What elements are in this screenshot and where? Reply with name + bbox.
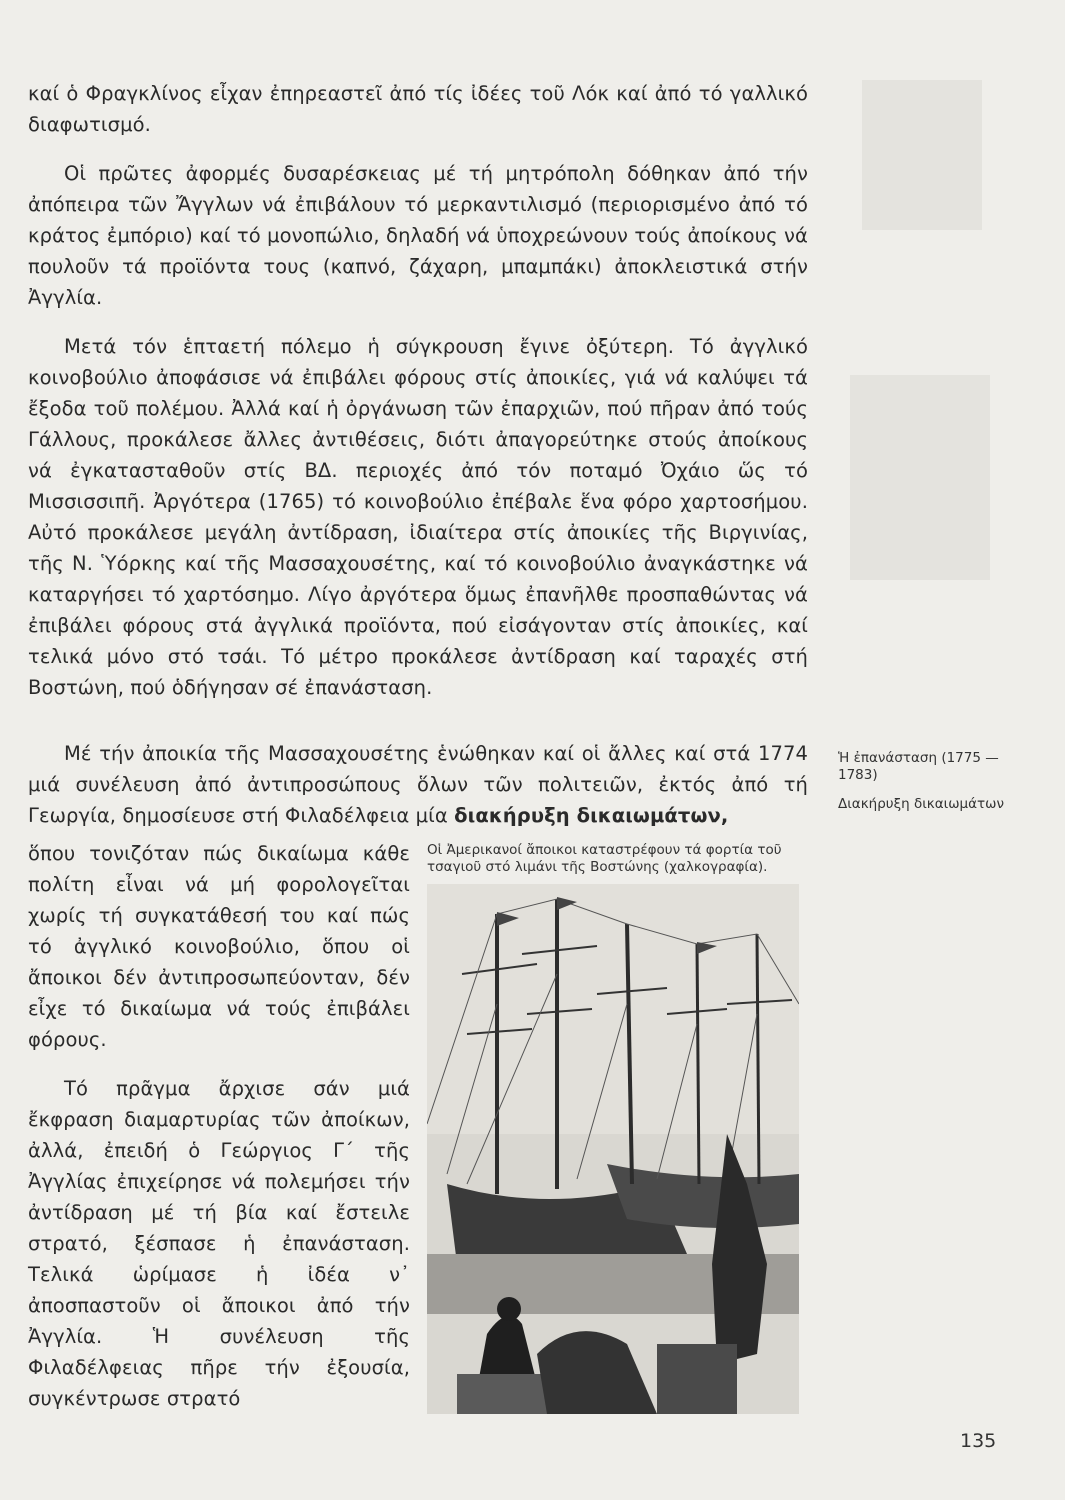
main-text-top [28, 78, 808, 721]
paragraph-2: Οἱ πρῶτες ἀφορμές δυσαρέσκειας μέ τή μητρόπολη δόθηκαν ἀπό τήν ἀπόπειρα τῶν Ἄγγλων νά ἐπιβάλουν τό μερκαντιλισμό (περιορισμένο ἀπό τό κράτος ἐμπόριο) καί τό μονοπώλιο, δηλαδή νά ὑποχρεώνουν τούς ἀποίκους νά πουλοῦν τά προϊόντα τους (καπνό, ζάχαρη, μπαμπάκι) ἀποκλειστικά στήν Ἀγγλία. [28, 162, 808, 309]
mast [757, 934, 759, 1184]
bleed-through-portrait-middle [850, 375, 990, 580]
page-number: 135 [960, 1430, 997, 1452]
paragraph-4-wide [28, 738, 808, 831]
bleed-through-portrait-top [862, 80, 982, 230]
engraving-image [427, 884, 799, 1414]
margin-note-revolution: Ἡ ἐπανάσταση (1775 — 1783) [838, 750, 999, 783]
declaration-of-rights-term: διακήρυξη δικαιωμάτων, [454, 804, 729, 827]
paragraph-1: καί ὁ Φραγκλίνος εἶχαν ἐπηρεαστεῖ ἀπό τίς ἰδέες τοῦ Λόκ καί ἀπό τό γαλλικό διαφωτισμό. [28, 82, 808, 136]
paragraph-5: Τό πρᾶγμα ἄρχισε σάν μιά ἔκφραση διαμαρτυρίας τῶν ἀποίκων, ἀλλά, ἐπειδή ὁ Γεώργιος Γ΄ τῆς Ἀγγλίας ἐπιχείρησε νά πολεμήσει τήν ἀντίδραση μέ τή βία καί ἔστειλε στρατό, ξέσπασε ἡ ἐπανάσταση. Τελικά ὡρίμασε ἡ ἰδέα ν᾿ ἀποσπαστοῦν οἱ ἄποικοι ἀπό τήν Ἀγγλία. Ἡ συνέλευση τῆς Φιλαδέλφειας πῆρε τήν ἐξουσία, συγκέντρωσε στρατό [28, 1077, 410, 1410]
seated-figure-head [497, 1297, 521, 1321]
paragraph-3: Μετά τόν ἑπταετή πόλεμο ἡ σύγκρουση ἔγινε ὀξύτερη. Τό ἀγγλικό κοινοβούλιο ἀποφάσισε νά ἐπιβάλει φόρους στίς ἀποικίες, γιά νά καλύψει τά ἔξοδα τοῦ πολέμου. Ἀλλά καί ἡ ὀργάνωση τῶν ἐπαρχιῶν, πού πῆραν ἀπό τούς Γάλλους, προκάλεσε ἄλλες ἀντιθέσεις, διότι ἀπαγορεύτηκε στούς ἀποίκους νά ἐγκατασταθοῦν στίς ΒΔ. περιοχές ἀπό τόν ποταμό Ὀχάιο ὥς τό Μισσισσιπῆ. Ἀργότερα (1765) τό κοινοβούλιο ἐπέβαλε ἕνα φόρο χαρτοσήμου. Αὐτό προκάλεσε μεγάλη ἀντίδραση, ἰδιαίτερα στίς ἀποικίες τῆς Βιργινίας, τῆς Ν. Ὑόρκης καί τῆς Μασσαχουσέτης, καί τό κοινοβούλιο ἀναγκάστηκε νά καταργήσει τό χαρτόσημο. Λίγο ἀργότερα ὅμως ἐπανῆλθε προσπαθώντας νά ἐπιβάλει φόρους στά ἀγγλικά προϊόντα, πού εἰσάγονταν στίς ἀποικίες, καί τελικά μόνο στό τσάι. Τό μέτρο προκάλεσε ἀντίδραση καί ταραχές στή Βοστώνη, πού ὁδήγησαν σέ ἐπανάσταση. [28, 335, 808, 699]
paragraph-4-continued: ὅπου τονιζόταν πώς δικαίωμα κάθε πολίτη εἶναι νά μή φορολογεῖται χωρίς τή συγκατάθεσή του καί πώς τό ἀγγλικό κοινοβούλιο, ὅπου οἱ ἄποικοι δέν ἀντιπροσωπεύονταν, δέν εἶχε τό δικαίωμα νά τούς ἐπιβάλει φόρους. [28, 842, 410, 1051]
boston-tea-party-figure [427, 842, 799, 1414]
crate [657, 1344, 737, 1414]
paragraph-4-text: Μέ τήν ἀποικία τῆς Μασσαχουσέτης ἑνώθηκαν καί οἱ ἄλλες καί στά 1774 μιά συνέλευση ἀπό ἀντιπροσώπους ὅλων τῶν πολιτειῶν, ἐκτός ἀπό τή Γεωργία, δημοσίευσε στή Φιλαδέλφεια μία [28, 742, 808, 827]
main-text-narrow-column [28, 838, 410, 1432]
engraving-sky [427, 884, 799, 1134]
mast [697, 944, 699, 1184]
crate [457, 1374, 547, 1414]
margin-note-declaration: Διακήρυξη δικαιωμάτων [838, 796, 1004, 812]
margin-notes [838, 750, 1018, 825]
figure-caption: Οἱ Ἀμερικανοί ἄποικοι καταστρέφουν τά φορτία τοῦ τσαγιοῦ στό λιμάνι τῆς Βοστώνης (χαλκογραφία). [427, 842, 782, 875]
